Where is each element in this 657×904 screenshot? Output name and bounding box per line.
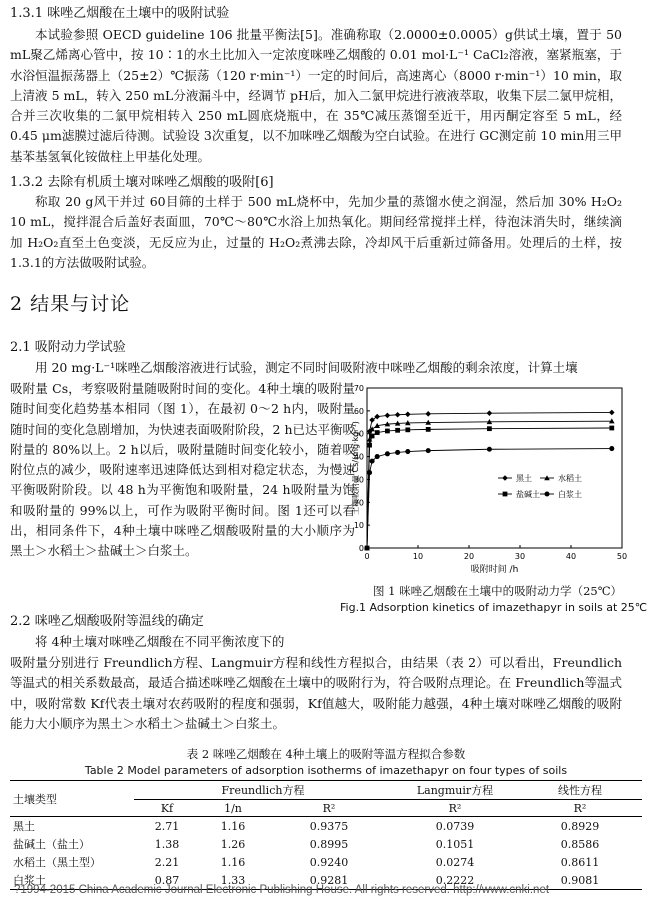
cell-kf: 0.87 [154, 873, 180, 887]
cell-soil: 黑土 [13, 820, 35, 833]
header-linear: 线性方程 [518, 781, 642, 800]
data-point-3 [367, 470, 372, 475]
header-langmuir: Langmuir方程 [392, 781, 518, 800]
data-point-2 [487, 426, 492, 431]
legend-label: 水稻土 [558, 474, 582, 483]
header-kf: Kf [160, 801, 174, 815]
x-tick-label: 20 [463, 552, 475, 561]
y-tick-label: 0 [358, 544, 364, 553]
data-point-3 [370, 459, 375, 464]
y-tick-label: 30 [353, 475, 364, 485]
section-2-2-heading: 2.2 咪唑乙烟酸吸附等温线的确定 [10, 614, 204, 629]
data-point-3 [385, 451, 390, 456]
data-point-3 [609, 446, 614, 451]
data-point-2 [370, 434, 375, 439]
table-header-group-row [10, 781, 642, 800]
data-point-0 [405, 411, 411, 417]
section-2-heading: 2 结果与讨论 [10, 293, 131, 315]
x-tick-label: 50 [616, 552, 628, 561]
table-row [10, 817, 642, 836]
data-point-3 [487, 447, 492, 452]
table-2-title-cn: 表 2 咪唑乙烟酸在 4种土壤上的吸附等温方程拟合参数 [186, 747, 466, 761]
figure-1-caption-en: Fig.1 Adsorption kinetics of imazethapyr in soils at 25℃ [340, 601, 648, 614]
cell-r2-freundlich: 0.8995 [309, 837, 349, 851]
cell-1n: 1.26 [220, 837, 246, 851]
header-r2-freundlich: R² [322, 801, 336, 815]
y-tick-label: 60 [353, 406, 364, 416]
data-point-0 [487, 410, 493, 416]
section-1-3-2-paragraph: 称取 20 g风干并过 60目筛的土样于 500 mL烧杯中，先加少量的蒸馏水使之润湿，然后加 30% H₂O₂ 10 mL，搅拌混合后盖好表面皿，70℃～80℃水浴上加热氧化。期间经常搅拌土样，待泡沫消失时，继续滴加 H₂O₂直至土色变淡，无反应为止，过量的 H₂O₂煮沸去除，冷却风干后重新过筛备用。处理后的土样，按 1.3.1的方法做吸附试验。 [10, 194, 622, 270]
cell-kf: 1.38 [154, 837, 180, 851]
data-point-3 [364, 545, 369, 550]
y-tick-label: 10 [353, 521, 364, 531]
x-tick-label: 0 [364, 552, 370, 561]
data-point-3 [426, 448, 431, 453]
section-2-2-paragraph-continued: 吸附量分别进行 Freundlich方程、Langmuir方程和线性方程拟合，由结果（表 2）可以看出，Freundlich等温式的相关系数最高，最适合描述咪唑乙烟酸在土壤中的吸附行为，符合吸附点理论。在 Freundlich等温式中，吸附常数 Kf代表土壤对农药吸附的程度和强弱，Kf值越大，吸附能力越强，4种土壤对咪唑乙烟酸的吸附能力大小顺序为黑土＞水稻土＞盐碱土＞白浆土。 [10, 655, 622, 731]
section-1-3-2-heading: 1.3.2 去除有机质土壤对咪唑乙烟酸的吸附[6] [10, 175, 274, 190]
section-2-2-body-left [10, 632, 355, 652]
table-row [10, 853, 642, 871]
section-2-1-body-full [10, 358, 622, 378]
data-point-0 [609, 410, 615, 416]
data-point-0 [374, 414, 380, 420]
copyright-footer: ?1994-2015 China Academic Journal Electronic Publishing House. All rights reserved. http://www.cnki.net [14, 884, 550, 896]
x-tick-label: 40 [565, 552, 577, 561]
data-point-2 [395, 428, 400, 433]
cell-r2-linear: 0.9081 [560, 873, 600, 887]
legend-marker [544, 491, 549, 496]
section-2-1-paragraph-lead: 用 20 mg·L⁻¹咪唑乙烟酸溶液进行试验，测定不同时间吸附液中咪唑乙烟酸的剩余浓度，计算土壤 [35, 360, 578, 375]
section-2-1-heading: 2.1 吸附动力学试验 [10, 340, 126, 355]
cell-r2-freundlich: 0.9375 [309, 819, 349, 833]
section-2-1-body-left [10, 379, 355, 562]
series-line-1 [367, 421, 612, 548]
legend-label: 盐碱土 [516, 490, 540, 499]
cell-1n: 1.33 [220, 873, 246, 887]
x-axis-label: 吸附时间 /h [470, 565, 519, 575]
y-tick-label: 40 [353, 452, 364, 462]
data-point-0 [395, 412, 401, 418]
cell-soil: 盐碱土（盐土） [13, 838, 90, 851]
cell-1n: 1.16 [220, 819, 246, 833]
y-tick-label: 70 [353, 384, 364, 393]
legend-label: 白浆土 [558, 490, 582, 499]
data-point-2 [385, 429, 390, 434]
cell-soil: 水稻土（黑土型） [13, 856, 101, 869]
data-point-0 [385, 413, 391, 419]
section-2-2-paragraph-lead: 将 4种土壤对咪唑乙烟酸在不同平衡浓度下的 [35, 634, 285, 649]
cell-r2-linear: 0.8929 [560, 819, 600, 833]
header-r2-langmuir: R² [448, 801, 462, 815]
series-line-2 [367, 428, 612, 548]
plot-frame [367, 388, 622, 548]
data-point-2 [609, 426, 614, 431]
section-2-2-body-full [10, 653, 622, 734]
data-point-3 [375, 454, 380, 459]
data-point-2 [426, 427, 431, 432]
x-tick-label: 30 [514, 552, 526, 561]
header-r2-linear: R² [573, 801, 587, 815]
header-soil-type: 土壤类型 [13, 792, 57, 806]
cell-kf: 2.21 [154, 855, 180, 869]
cell-r2-langmuir: 0.0739 [435, 819, 475, 833]
section-1-3-2-body [10, 192, 622, 273]
data-point-0 [369, 417, 375, 423]
cell-r2-linear: 0.8586 [560, 837, 600, 851]
cell-r2-freundlich: 0.9240 [309, 855, 349, 869]
y-tick-label: 50 [353, 429, 364, 439]
data-point-2 [405, 427, 410, 432]
adsorption-kinetics-chart [352, 380, 642, 580]
cell-1n: 1.16 [220, 855, 246, 869]
cell-kf: 2.71 [154, 819, 180, 833]
header-1n: 1/n [224, 801, 242, 815]
section-1-3-1-paragraph: 本试验参照 OECD guideline 106 批量平衡法[5]。准确称取（2.0000±0.0005）g供试土壤，置于 50 mL聚乙烯离心管中，按 10∶1的水土比加入一定浓度咪唑乙烟酸的 0.01 mol·L⁻¹ CaCl₂溶液，塞紧瓶塞，于水浴恒温振荡器上（25±2）℃振荡（120 r·min⁻¹）一定的时间后，高速离心（8000 r·min⁻¹）10 min，取上清液 5 mL，转入 250 mL分液漏斗中，经调节 pH后，加入二氯甲烷进行液液萃取，收集下层二氯甲烷相，合并三次收集的二氯甲烷相转入 250 mL圆底烧瓶中，在 35℃减压蒸馏至近干，用丙酮定容至 5 mL，经 0.45 μm滤膜过滤后待测。试验设 3次重复，以不加咪唑乙烟酸为空白试验。在进行 GC测定前 10 min用三甲基苯基氢氧化铵做柱上甲基化处理。 [10, 27, 622, 164]
cell-r2-langmuir: 0.2222 [435, 873, 475, 887]
table-2 [10, 780, 642, 890]
figure-1-caption-cn: 图 1 咪唑乙烟酸在土壤中的吸附动力学（25℃） [372, 584, 623, 598]
y-tick-label: 20 [353, 498, 364, 508]
cell-soil: 白浆土 [13, 874, 46, 887]
data-point-2 [367, 443, 372, 448]
figure-1-chart [352, 380, 642, 580]
data-point-3 [395, 450, 400, 455]
data-point-3 [405, 449, 410, 454]
data-point-2 [375, 430, 380, 435]
isotherm-parameters-table [10, 780, 642, 890]
cell-r2-freundlich: 0.9281 [309, 873, 349, 887]
section-1-3-1-body [10, 25, 622, 167]
cell-r2-linear: 0.8611 [560, 855, 600, 869]
legend-marker [502, 475, 508, 481]
section-1-3-1-heading: 1.3.1 咪唑乙烟酸在土壤中的吸附试验 [10, 6, 230, 21]
x-tick-label: 10 [412, 552, 424, 561]
legend-label: 黑土 [516, 474, 532, 483]
cell-r2-langmuir: 0.1051 [435, 837, 475, 851]
table-2-title-en: Table 2 Model parameters of adsorption isotherms of imazethapyr on four types of soils [84, 764, 568, 777]
y-axis-label: 土壤吸附量 Cs/(mg·kg⁻¹) [352, 421, 360, 515]
cell-r2-langmuir: 0.0274 [435, 855, 475, 869]
section-2-1-paragraph-continued: 吸附量 Cs，考察吸附量随吸附时间的变化。4种土壤的吸附量随时间变化趋势基本相同（图 1），在最初 0～2 h内，吸附量随时间的变化急剧增加，为快速表面吸附阶段，2 h已达平衡吸附量的 80%以上。2 h以后，吸附量随时间变化较小，随着吸附位点的减少，吸附速率迅速降低达到相对稳定状态，为慢速平衡吸附阶段。以 48 h为平衡饱和吸附量，24 h吸附量为饱和吸附量的 99%以上，可作为吸附平衡时间。图 1还可以看出，相同条件下，4种土壤中咪唑乙烟酸吸附量的大小顺序为黑土＞水稻土＞盐碱土＞白浆土。 [10, 381, 355, 559]
header-freundlich: Freundlich方程 [134, 781, 392, 800]
data-point-0 [425, 411, 431, 417]
table-row [10, 835, 642, 853]
legend-marker [503, 492, 508, 497]
